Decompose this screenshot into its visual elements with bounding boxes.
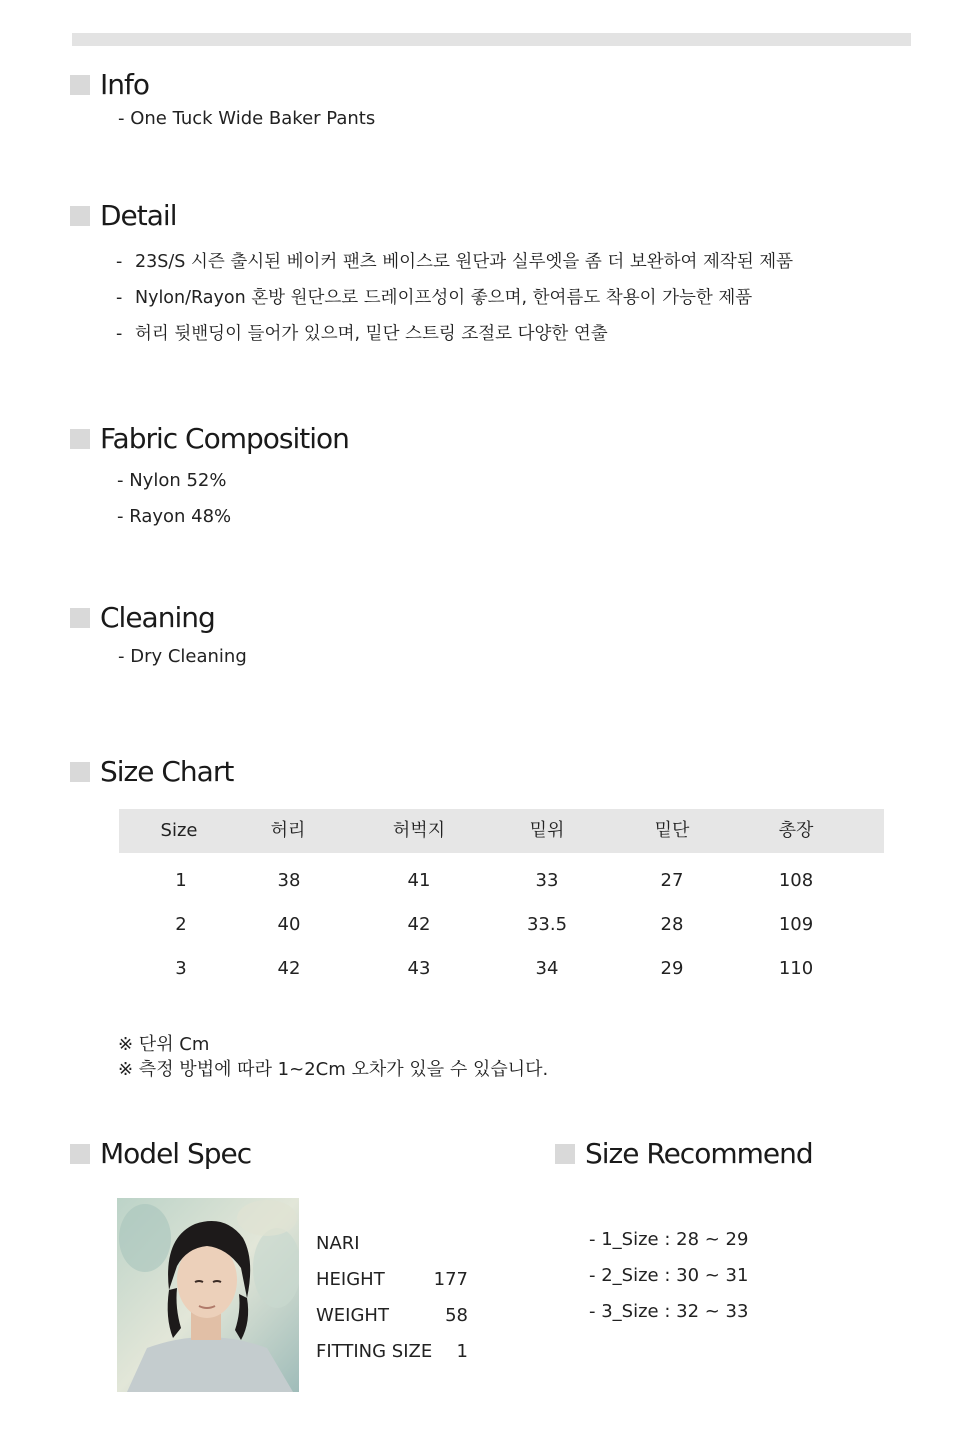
top-divider-bar bbox=[72, 33, 911, 46]
fabric-title: Fabric Composition bbox=[100, 422, 349, 455]
model-spec-heading bbox=[70, 1137, 251, 1170]
table-cell: 3 bbox=[175, 958, 187, 979]
table-cell: 43 bbox=[407, 958, 431, 979]
table-cell: 1 bbox=[175, 870, 187, 891]
cleaning-title: Cleaning bbox=[100, 601, 215, 634]
table-cell: 110 bbox=[778, 958, 814, 979]
detail-item-text: 23S/S 시즌 출시된 베이커 팬츠 베이스로 원단과 실루엣을 좀 더 보완하여 제작된 제품 bbox=[135, 252, 794, 272]
model-photo bbox=[117, 1198, 299, 1392]
header-cell-size: Size bbox=[160, 820, 198, 841]
detail-heading bbox=[70, 199, 176, 232]
size-tolerance-note: ※ 측정 방법에 따라 1~2Cm 오차가 있을 수 있습니다. bbox=[118, 1059, 549, 1080]
info-title: Info bbox=[100, 68, 149, 101]
table-cell: 2 bbox=[175, 914, 187, 935]
size-chart-title: Size Chart bbox=[100, 755, 234, 788]
table-row bbox=[119, 903, 884, 947]
info-product-name: - One Tuck Wide Baker Pants bbox=[118, 108, 376, 129]
size-unit-note: ※ 단위 Cm bbox=[118, 1034, 210, 1055]
header-cell-thigh: 허벅지 bbox=[392, 820, 446, 841]
table-cell: 42 bbox=[407, 914, 431, 935]
detail-item-text: 허리 뒷밴딩이 들어가 있으며, 밑단 스트링 조절로 다양한 연출 bbox=[135, 324, 608, 344]
detail-item: - 23S/S 시즌 출시된 베이커 팬츠 베이스로 원단과 실루엣을 좀 더 보완하여 제작된 제품 bbox=[116, 252, 794, 272]
model-name: NARI bbox=[316, 1233, 360, 1254]
height-value: 177 bbox=[433, 1269, 468, 1290]
height-label: HEIGHT bbox=[316, 1269, 385, 1290]
detail-title: Detail bbox=[100, 199, 177, 232]
detail-item: - 허리 뒷밴딩이 들어가 있으며, 밑단 스트링 조절로 다양한 연출 bbox=[116, 324, 608, 344]
table-cell: 41 bbox=[407, 870, 431, 891]
size-table-header bbox=[119, 809, 884, 853]
size-recommend-heading bbox=[555, 1137, 813, 1170]
table-cell: 109 bbox=[778, 914, 814, 935]
size-recommend-title: Size Recommend bbox=[585, 1137, 813, 1170]
table-cell: 108 bbox=[778, 870, 814, 891]
detail-item-text: Nylon/Rayon 혼방 원단으로 드레이프성이 좋으며, 한여름도 착용이 가능한 제품 bbox=[135, 288, 753, 308]
bullet-square-icon bbox=[70, 1144, 90, 1164]
weight-value: 58 bbox=[445, 1305, 468, 1326]
table-cell: 38 bbox=[277, 870, 301, 891]
model-spec-title: Model Spec bbox=[100, 1137, 252, 1170]
table-row bbox=[119, 947, 884, 991]
table-cell: 28 bbox=[660, 914, 684, 935]
size-chart-heading bbox=[70, 755, 233, 788]
info-heading bbox=[70, 68, 149, 101]
table-cell: 27 bbox=[660, 870, 684, 891]
size-table bbox=[119, 809, 884, 991]
fitting-size-label: FITTING SIZE bbox=[316, 1341, 433, 1362]
fabric-heading bbox=[70, 422, 349, 455]
table-cell: 33.5 bbox=[526, 914, 568, 935]
size-recommend-item: - 2_Size : 30 ~ 31 bbox=[589, 1265, 749, 1286]
header-cell-length: 총장 bbox=[778, 820, 814, 841]
table-cell: 33 bbox=[535, 870, 559, 891]
table-cell: 34 bbox=[535, 958, 559, 979]
table-cell: 40 bbox=[277, 914, 301, 935]
bullet-square-icon bbox=[70, 75, 90, 95]
bullet-square-icon bbox=[70, 206, 90, 226]
bullet-square-icon bbox=[70, 762, 90, 782]
size-recommend-item: - 3_Size : 32 ~ 33 bbox=[589, 1301, 749, 1322]
weight-label: WEIGHT bbox=[316, 1305, 389, 1326]
header-cell-rise: 밑위 bbox=[529, 820, 565, 841]
table-cell: 42 bbox=[277, 958, 301, 979]
model-portrait-image bbox=[117, 1198, 299, 1392]
fabric-item: - Nylon 52% bbox=[117, 470, 227, 491]
fitting-size-value: 1 bbox=[456, 1341, 468, 1362]
table-cell: 29 bbox=[660, 958, 684, 979]
bullet-square-icon bbox=[70, 429, 90, 449]
size-recommend-item: - 1_Size : 28 ~ 29 bbox=[589, 1229, 749, 1250]
cleaning-method: - Dry Cleaning bbox=[118, 646, 247, 667]
header-cell-waist: 허리 bbox=[270, 820, 306, 841]
table-row bbox=[119, 859, 884, 903]
cleaning-heading bbox=[70, 601, 215, 634]
fabric-item: - Rayon 48% bbox=[117, 506, 232, 527]
detail-item: - Nylon/Rayon 혼방 원단으로 드레이프성이 좋으며, 한여름도 착용이 가능한 제품 bbox=[116, 288, 753, 308]
header-cell-hem: 밑단 bbox=[654, 820, 690, 841]
bullet-square-icon bbox=[70, 608, 90, 628]
bullet-square-icon bbox=[555, 1144, 575, 1164]
